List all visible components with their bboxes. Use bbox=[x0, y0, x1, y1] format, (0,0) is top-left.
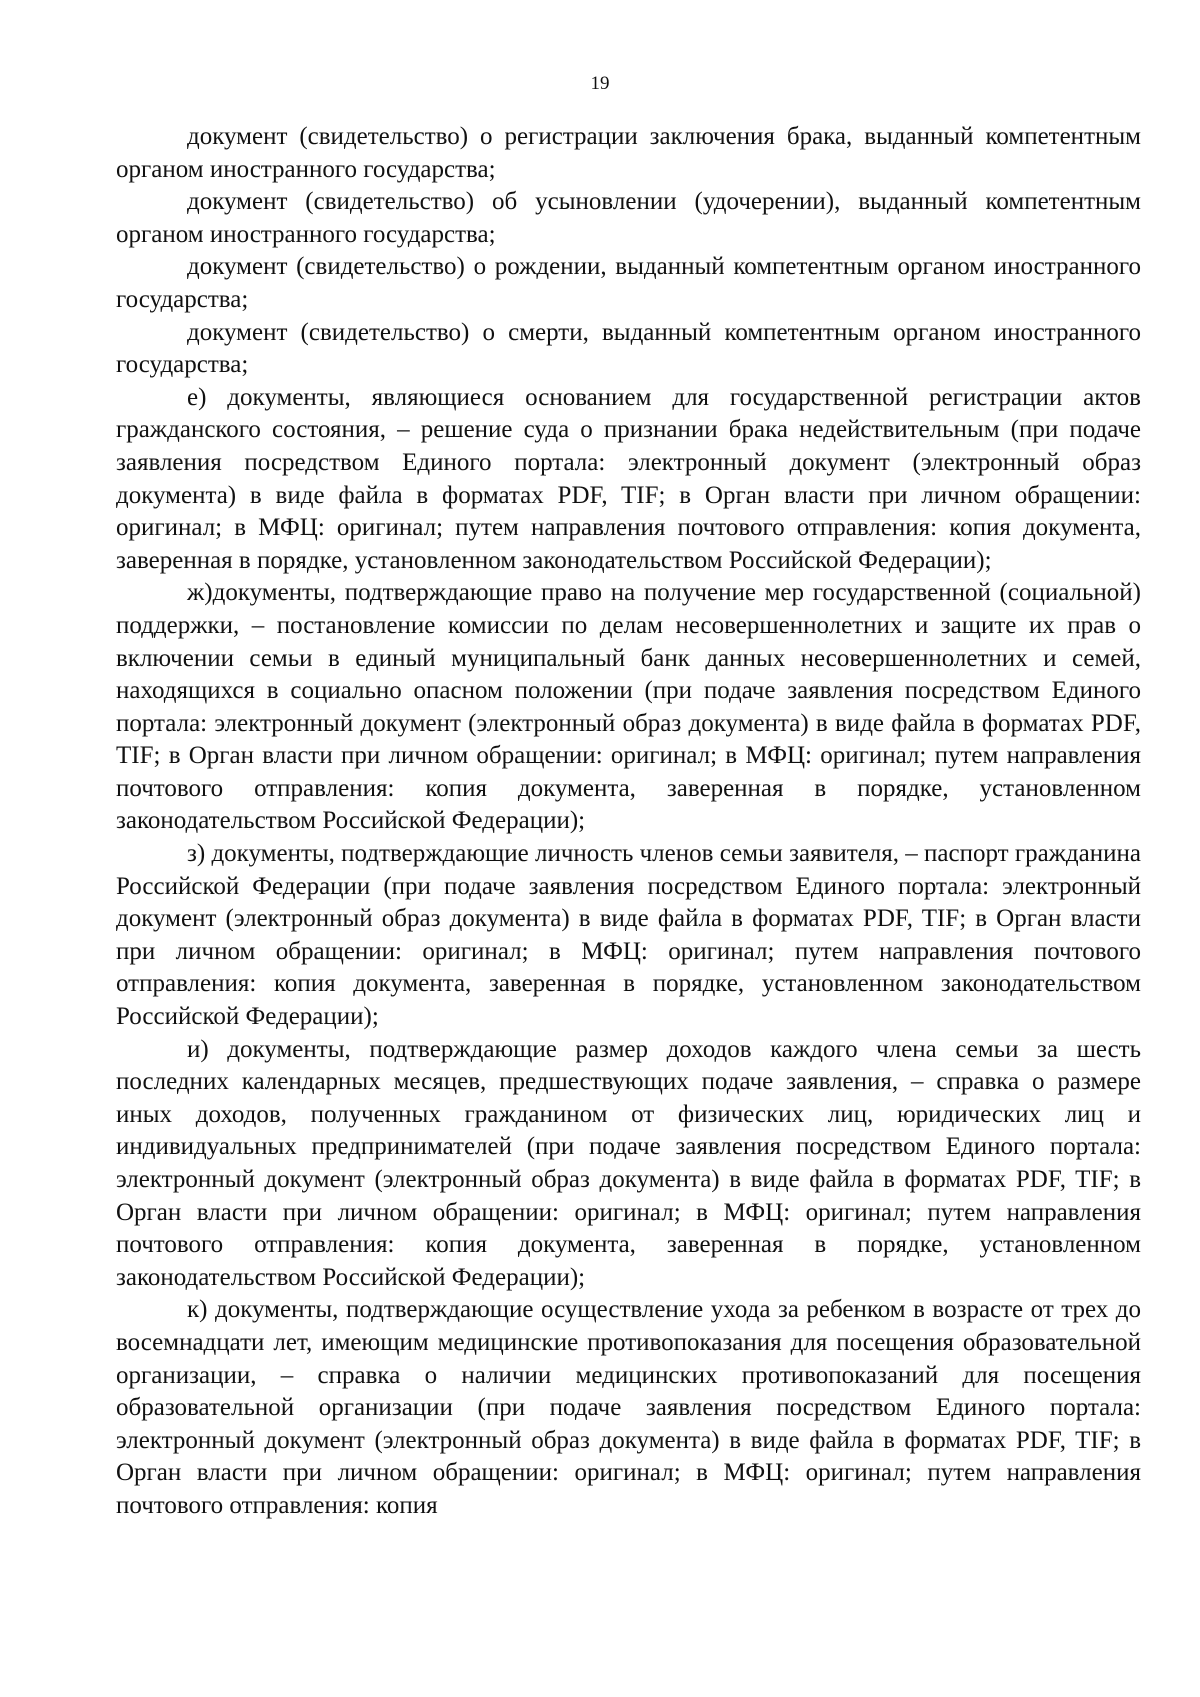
paragraph-item-k: к) документы, подтверждающие осуществление ухода за ребенком в возрасте от трех до восемнадцати лет, имеющим медицинские противопоказания для посещения образовательной организации, – справка о наличии медицинских противопоказаний для посещения образовательной организации (при подаче заявления посредством Единого портала: электронный документ (электронный образ документа) в виде файла в форматах PDF, TIF; в Орган власти при личном обращении: оригинал; в МФЦ: оригинал; путем направления почтового отправления: копия bbox=[116, 1296, 1141, 1519]
document-body bbox=[116, 121, 1141, 1523]
paragraph-birth-document: документ (свидетельство) о рождении, выданный компетентным органом иностранного государства; bbox=[116, 253, 1141, 313]
paragraph-adoption-document: документ (свидетельство) об усыновлении (удочерении), выданный компетентным органом иностранного государства; bbox=[116, 188, 1141, 248]
paragraph-marriage-document: документ (свидетельство) о регистрации заключения брака, выданный компетентным органом иностранного государства; bbox=[116, 123, 1141, 183]
paragraph-death-document: документ (свидетельство) о смерти, выданный компетентным органом иностранного государства; bbox=[116, 318, 1141, 379]
page-number: 19 bbox=[590, 73, 610, 94]
paragraph-item-i: и) документы, подтверждающие размер доходов каждого члена семьи за шесть последних календарных месяцев, предшествующих подаче заявления, – справка о размере иных доходов, полученных гражданином от физических лиц, юридических лиц и индивидуальных предпринимателей (при подаче заявления посредством Единого портала: электронный документ (электронный образ документа) в виде файла в форматах PDF, TIF; в Орган власти при личном обращении: оригинал; в МФЦ: оригинал; путем направления почтового отправления: копия документа, заверенная в порядке, установленном законодательством Российской Федерации); bbox=[116, 1035, 1141, 1291]
paragraph-item-zh: ж)документы, подтверждающие право на получение мер государственной (социальной) поддержки, – постановление комиссии по делам несовершеннолетних и защите их прав о включении семьи в единый муниципальный банк данных несовершеннолетних и семей, находящихся в социально опасном положении (при подаче заявления посредством Единого портала: электронный документ (электронный образ документа) в виде файла в форматах PDF, TIF; в Орган власти при личном обращении: оригинал; в МФЦ: оригинал; путем направления почтового отправления: копия документа, заверенная в порядке, установленном законодательством Российской Федерации); bbox=[116, 579, 1141, 835]
paragraph-item-z: з) документы, подтверждающие личность членов семьи заявителя, – паспорт гражданина Российской Федерации (при подаче заявления посредством Единого портала: электронный документ (электронный образ документа) в виде файла в форматах PDF, TIF; в Орган власти при личном обращении: оригинал; в МФЦ: оригинал; путем направления почтового отправления: копия документа, заверенная в порядке, установленном законодательством Российской Федерации); bbox=[116, 840, 1141, 1031]
paragraph-item-e: е) документы, являющиеся основанием для государственной регистрации актов гражданского состояния, – решение суда о признании брака недействительным (при подаче заявления посредством Единого портала: электронный документ (электронный образ документа) в виде файла в форматах PDF, TIF; в Орган власти при личном обращении: оригинал; в МФЦ: оригинал; путем направления почтового отправления: копия документа, заверенная в порядке, установленном законодательством Российской Федерации); bbox=[116, 383, 1141, 574]
